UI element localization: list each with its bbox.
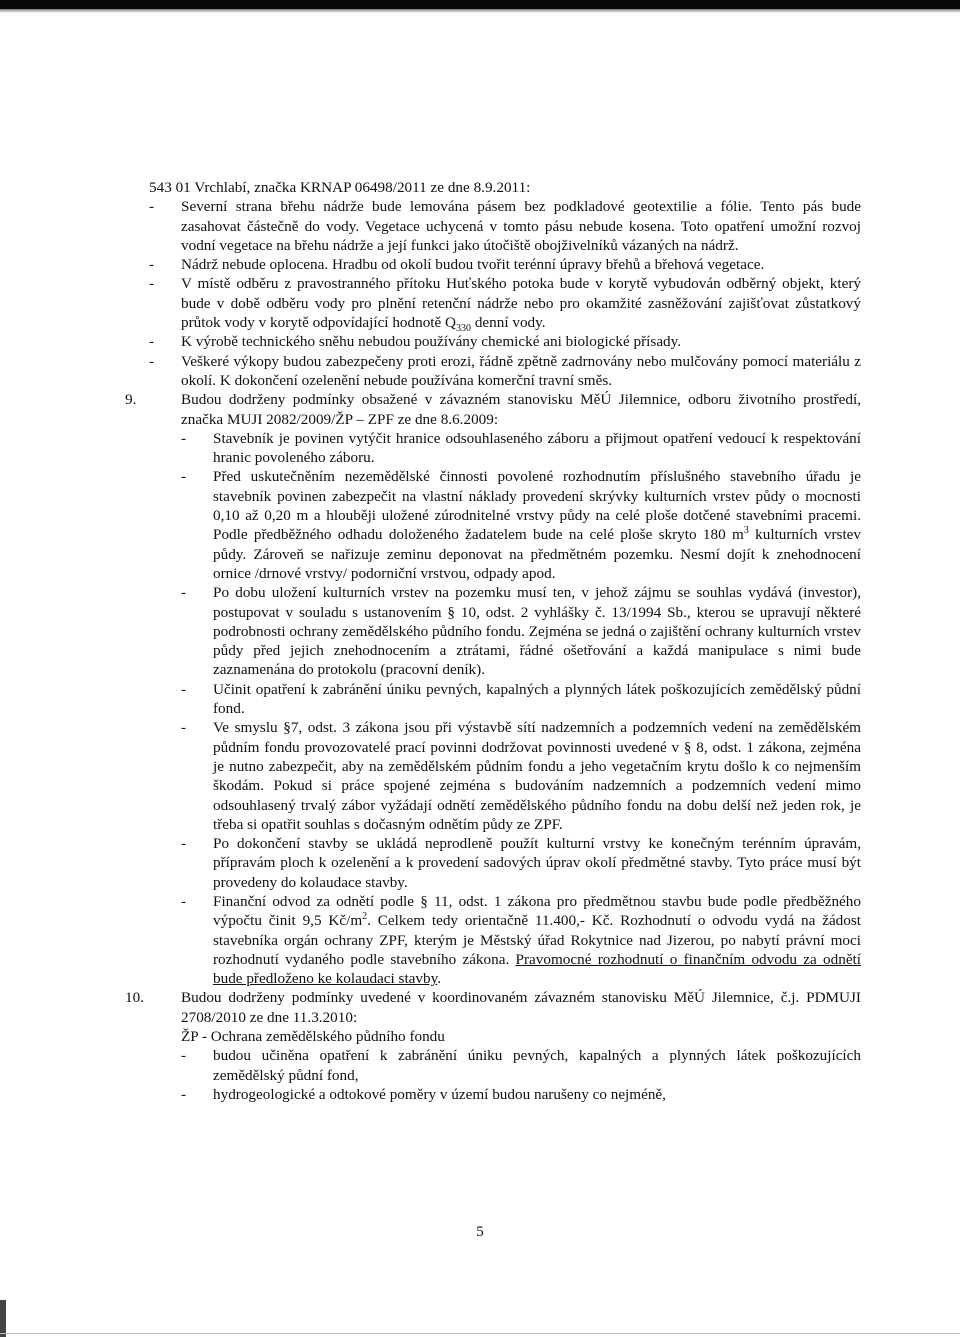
bullet-dash: - [149,352,155,370]
scan-top-shadow [0,9,960,13]
list-item-text: budou učiněna opatření k zabránění úniku pevných, kapalných a plynných látek poškozujících zemědělský půdní fond, [213,1047,861,1084]
bullet-dash: - [181,719,187,737]
list-item [149,352,861,391]
intro-line: 543 01 Vrchlabí, značka KRNAP 06498/2011 ze dne 8.9.2011: [149,179,531,196]
bullet-dash: - [149,333,155,351]
list-item [181,1046,861,1085]
list-item-text: Finanční odvod za odnětí podle § 11, odst. 1 zákona pro předmětnou stavbu bude podle předběžného výpočtu činit 9,5 Kč/m [213,892,861,930]
list-item [181,834,861,892]
list-item [181,718,861,834]
numbered-item-9 [125,390,861,429]
list-item-text: Severní strana břehu nádrže bude lemována pásem bez podkladové geotextilie a fólie. Tento pás bude zasahovat částečně do vody. Vegetace uchycená v tomto pásu nebude kosena. Toto opatření umožní rozvoj vodní vegetace na břehu nádrže a její funkci jako útočiště obojživelníků vázaných na nádrž. [181,198,861,254]
list-item [149,332,861,351]
list-item [181,583,861,679]
page-number: 5 [476,1224,484,1240]
item-text: Budou dodrženy podmínky obsažené v závazném stanovisku MěÚ Jilemnice, odboru životního prostředí, značka MUJI 2082/2009/ŽP – ZPF ze dne 8.6.2009: [181,391,861,428]
list-item [181,467,861,583]
list-item [181,1085,861,1104]
bullet-dash: - [181,468,187,486]
list-item [181,429,861,468]
underlined-requirement: Pravomocné rozhodnutí o finančním odvodu za odnětí bude předloženo ke kolaudaci stavby [213,950,861,988]
m3-superscript: 3 [743,525,749,537]
list-item-text-end: denní vody. [471,314,546,332]
list-item-text: Po dokončení stavby se ukládá neprodleně použít kulturní vrstvy ke konečným terénním úpravám, přípravám ploch k ozelenění a k provedení sadových úprav okolí předmětné stavby. Tyto práce musí být provedeny do kolaudace stavby. [213,835,861,891]
q-subscript: 330 [456,323,472,335]
list-item [181,680,861,719]
bullet-dash: - [149,256,155,274]
list-item-text: Nádrž nebude oplocena. Hradbu od okolí budou tvořit terénní úpravy břehů a břehová vegetace. [181,256,765,274]
item-number: 10. [125,989,144,1007]
list-item-text-end: . [437,970,442,988]
bullet-dash: - [149,275,155,293]
document-body [125,178,861,1104]
scan-top-border [0,0,960,9]
m2-superscript: 2 [362,911,368,923]
list-item-text: Ve smyslu §7, odst. 3 zákona jsou při výstavbě sítí nadzemních a podzemních vedení na zemědělském půdním fondu provozovatelé prací povinni dodržovat povinnosti uvedené v § 8, odst. 1 zákona, zejména je nutno zabezpečit, aby na zemědělském půdním fondu a jeho vegetačním krytu došlo k co nejmenším škodám. Pokud si práce spojené zejména s budováním nadzemních a podzemních vedení mimo odsouhlasený trvalý zábor vyžádají odnětí zemědělského půdního fondu na dobu delší než jeden rok, je třeba si opatřit souhlas s dočasným odnětím půdy ze ZPF. [213,719,861,833]
list-item-text-cont: . Celkem tedy orientačně 11.400,- Kč. Rozhodnutí o odvodu vydá na žádost stavebníka orgán ochrany ZPF, kterým je Městský úřad Rokytnice nad Jizerou, po nabytí právní moci rozhodnutí vydaného podle stavebního zákona. [213,912,861,968]
item-number: 9. [125,391,137,409]
list-item-text: hydrogeologické a odtokové poměry v území budou narušeny co nejméně, [213,1085,666,1103]
list-item-text-cont: kulturních vrstev půdy. Zároveň se nařizuje zeminu deponovat na předmětném pozemku. Nesmí dojít k znehodnocení ornice /drnové vrstvy/ podorniční vrstvou, odpady apod. [213,526,861,582]
list-item [149,255,861,274]
bullet-dash: - [149,198,155,216]
numbered-item-10 [125,988,861,1027]
list-item-text: Stavebník je povinen vytýčit hranice odsouhlaseného záboru a přijmout opatření vedoucí k respektování hranic povoleného záboru. [213,429,861,467]
bullet-dash: - [181,584,187,602]
bullet-dash: - [181,892,187,910]
list-item-text: Veškeré výkopy budou zabezpečeny proti erozi, řádně zpětně zadrnovány nebo mulčovány pomocí materiálu z okolí. K dokončení ozelenění nebude používána komerční travní směs. [181,352,861,389]
list-item-text: K výrobě technického sněhu nebudou používány chemické ani biologické přísady. [181,333,682,351]
list-item [181,892,861,988]
bullet-dash: - [181,835,187,853]
bullet-dash: - [181,1047,187,1065]
scan-bottom-edge [0,1333,960,1334]
list-item-text: Učinit opatření k zabránění úniku pevných, kapalných a plynných látek poškozujících zemědělský půdní fond. [213,680,861,718]
scan-edge-mark [0,1300,6,1337]
list-item-text: Před uskutečněním nezemědělské činnosti povolené rozhodnutím příslušného stavebního úřadu je stavebník povinen zabezpečit na vlastní náklady provedení skrývky kulturních vrstev půdy o mocnosti 0,10 až 0,20 m a hlouběji uložené zúrodnitelné vrstvy půdy na celé ploše dotčené stavebními pracemi. Podle předběžného odhadu doloženého žadatelem bude na celé ploše skryto 180 m [213,468,861,544]
list-item-text: Po dobu uložení kulturních vrstev na pozemku musí ten, v jehož zájmu se souhlas vydává (investor), postupovat v souladu s ustanovením § 10, odst. 2 vyhlášky č. 13/1994 Sb., kterou se upravují některé podrobnosti ochrany zemědělského půdního fondu. Zejména se jedná o zajištění ochrany kulturních vrstev půdy před jejich znehodnocením a ztrátami, řádné ošetřování a každá manipulace s nimi bude zaznamenána do protokolu (pracovní deník). [213,584,861,679]
list-item [149,197,861,255]
bullet-dash: - [181,1085,187,1103]
item-text: Budou dodrženy podmínky uvedené v koordinovaném závazném stanovisku MěÚ Jilemnice, č.j. PDMUJI 2708/2010 ze dne 11.3.2010: [181,989,861,1026]
bullet-dash: - [181,429,187,447]
list-item-text: V místě odběru z pravostranného přítoku Huťského potoka bude v korytě vybudován odběrný objekt, který bude v době odběru vody pro plnění retenční nádrže nebo pro okamžité zasněžování zajišťovat zůstatkový průtok vody v korytě odpovídající hodnotě Q [181,275,861,332]
list-item [149,274,861,335]
bullet-dash: - [181,680,187,698]
subsection-heading: ŽP - Ochrana zemědělského půdního fondu [181,1028,445,1046]
